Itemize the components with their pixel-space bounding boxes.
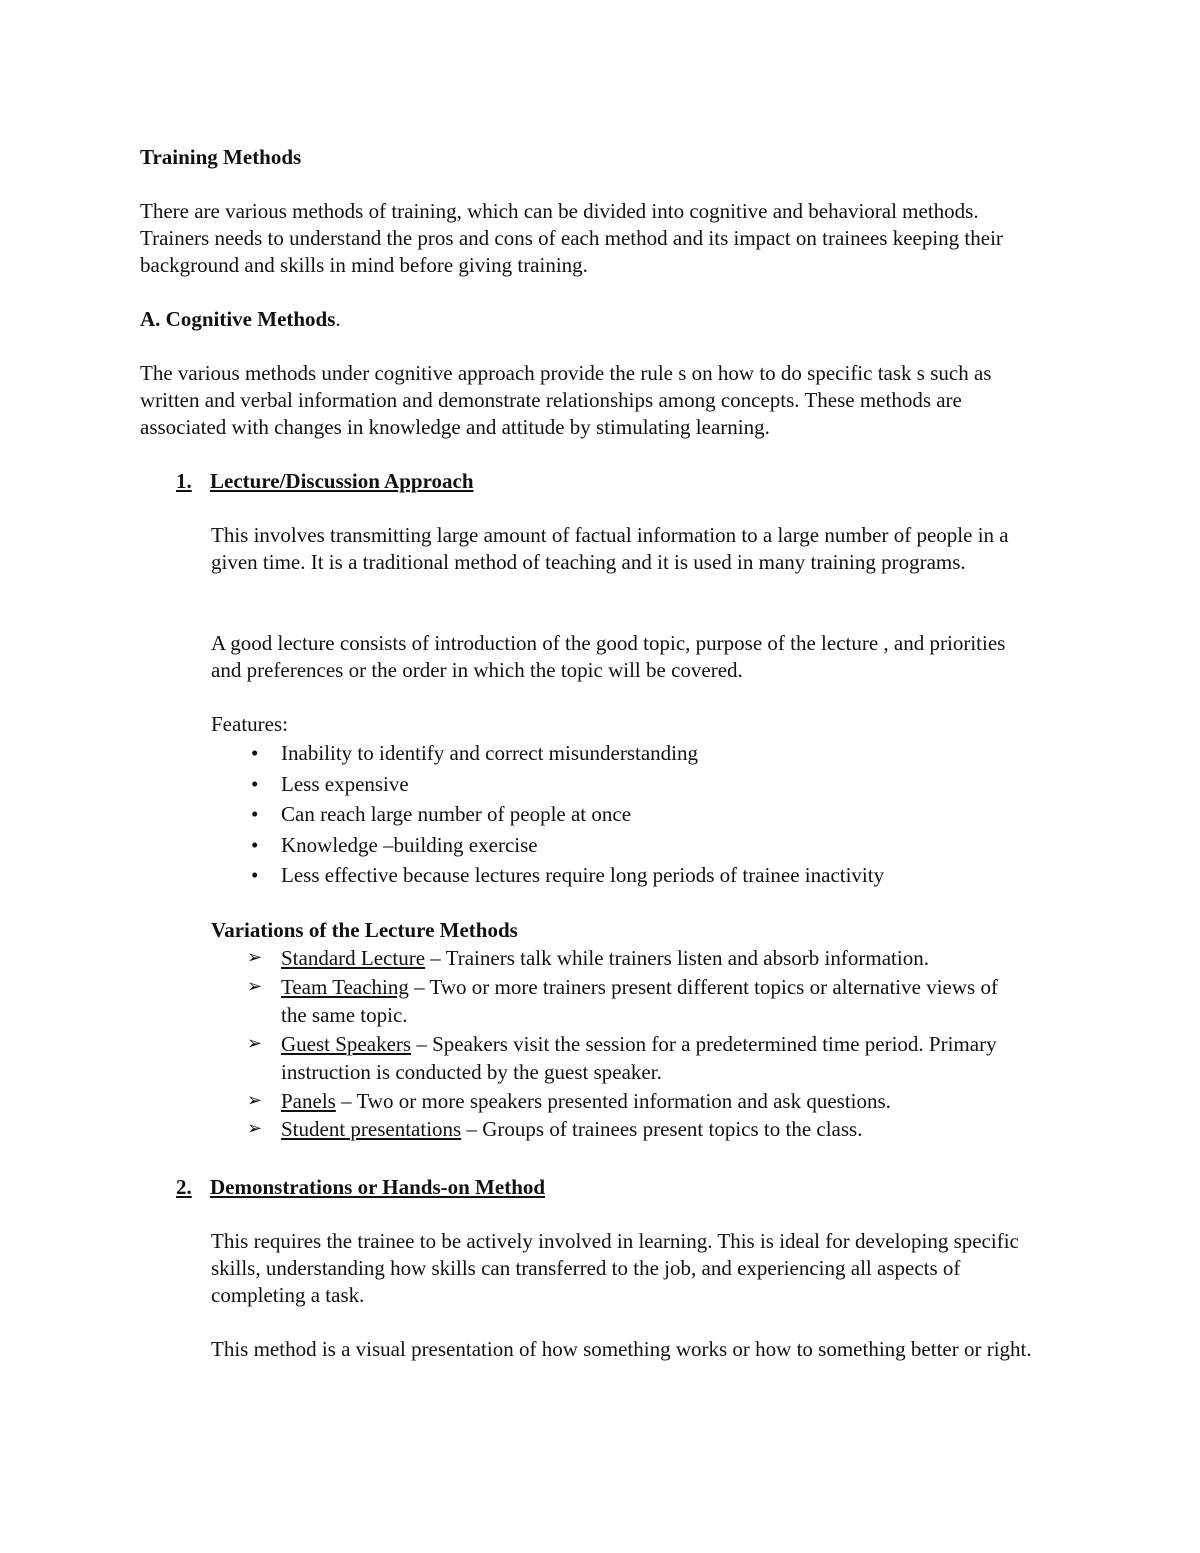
item1-heading [176,468,474,495]
arrow-bullet-icon: ➢ [247,1032,263,1054]
feature-item [211,862,1031,893]
variation-term: Panels [281,1088,336,1113]
arrow-bullet-icon: ➢ [247,1118,263,1139]
variations-list [211,944,1011,1144]
variation-item [211,1030,1011,1087]
variation-item [211,944,1011,973]
variation-description: – Trainers talk while trainers listen and absorb information. [425,946,929,970]
bullet-icon: • [251,741,259,765]
variation-description: – Groups of trainees present topics to the class. [461,1117,863,1141]
item2-number: 2. [176,1175,192,1199]
feature-item [211,771,1031,802]
variation-item [211,973,1011,1030]
section-a-heading [140,306,341,333]
bullet-icon: • [251,832,259,857]
arrow-bullet-icon: ➢ [247,1089,263,1111]
bullet-icon: • [251,771,259,796]
feature-item [211,801,1031,832]
variation-item [211,1115,1011,1144]
item2-paragraph-1: This requires the trainee to be actively involved in learning. This is ideal for developing specific skills, understanding how skills can transferred to the job, and experiencing all aspects of completing a task. [211,1229,1019,1307]
variation-item [211,1087,1011,1116]
arrow-bullet-icon: ➢ [247,975,263,997]
feature-text: Knowledge –building exercise [281,832,538,857]
feature-text: Can reach large number of people at once [281,802,632,826]
feature-text: Inability to identify and correct misunderstanding [281,741,698,765]
document-title: Training Methods [140,145,302,169]
item1-paragraph-2: A good lecture consists of introduction of the good topic, purpose of the lecture , and priorities and preferences or the order in which the topic will be covered. [211,631,1006,682]
bullet-icon: • [251,863,259,887]
bullet-icon: • [251,802,259,826]
feature-text: Less expensive [281,771,409,796]
variation-term: Guest Speakers [281,1031,412,1056]
variation-term: Standard Lecture [281,946,426,970]
item1-heading-text: Lecture/Discussion Approach [210,469,474,493]
arrow-bullet-icon: ➢ [247,947,263,968]
variation-description: – Two or more trainers present different topics or alternative views of the same topic. [281,974,998,1027]
feature-item [211,832,1031,863]
item2-paragraph-2: This method is a visual presentation of how something works or how to something better or right. [211,1337,1032,1361]
item2-heading-text: Demonstrations or Hands-on Method [210,1175,546,1199]
features-label: Features: [211,712,288,736]
variation-term: Team Teaching [281,974,409,999]
item2-heading [176,1174,545,1201]
section-a-heading-suffix: . [335,307,341,331]
section-a-paragraph: The various methods under cognitive approach provide the rule s on how to do specific task s such as written and verbal information and demonstrate relationships among concepts. These methods are associated with changes in knowledge and attitude by stimulating learning. [140,361,992,439]
variation-term: Student presentations [281,1117,462,1141]
variations-heading: Variations of the Lecture Methods [211,918,518,942]
variation-description: – Two or more speakers presented information and ask questions. [335,1088,891,1113]
item1-paragraph-1: This involves transmitting large amount of factual information to a large number of people in a given time. It is a traditional method of teaching and it is used in many training programs. [211,523,1009,574]
feature-item [211,740,1031,771]
variation-description: – Speakers visit the session for a predetermined time period. Primary instruction is conducted by the guest speaker. [281,1031,997,1084]
section-a-heading-text: A. Cognitive Methods [140,307,336,331]
feature-text: Less effective because lectures require long periods of trainee inactivity [281,863,885,887]
intro-paragraph: There are various methods of training, which can be divided into cognitive and behavioral methods. Trainers needs to understand the pros and cons of each method and its impact on trainees keeping their background and skills in mind before giving training. [140,199,1003,277]
item1-number: 1. [176,469,192,493]
features-list [211,740,1031,893]
